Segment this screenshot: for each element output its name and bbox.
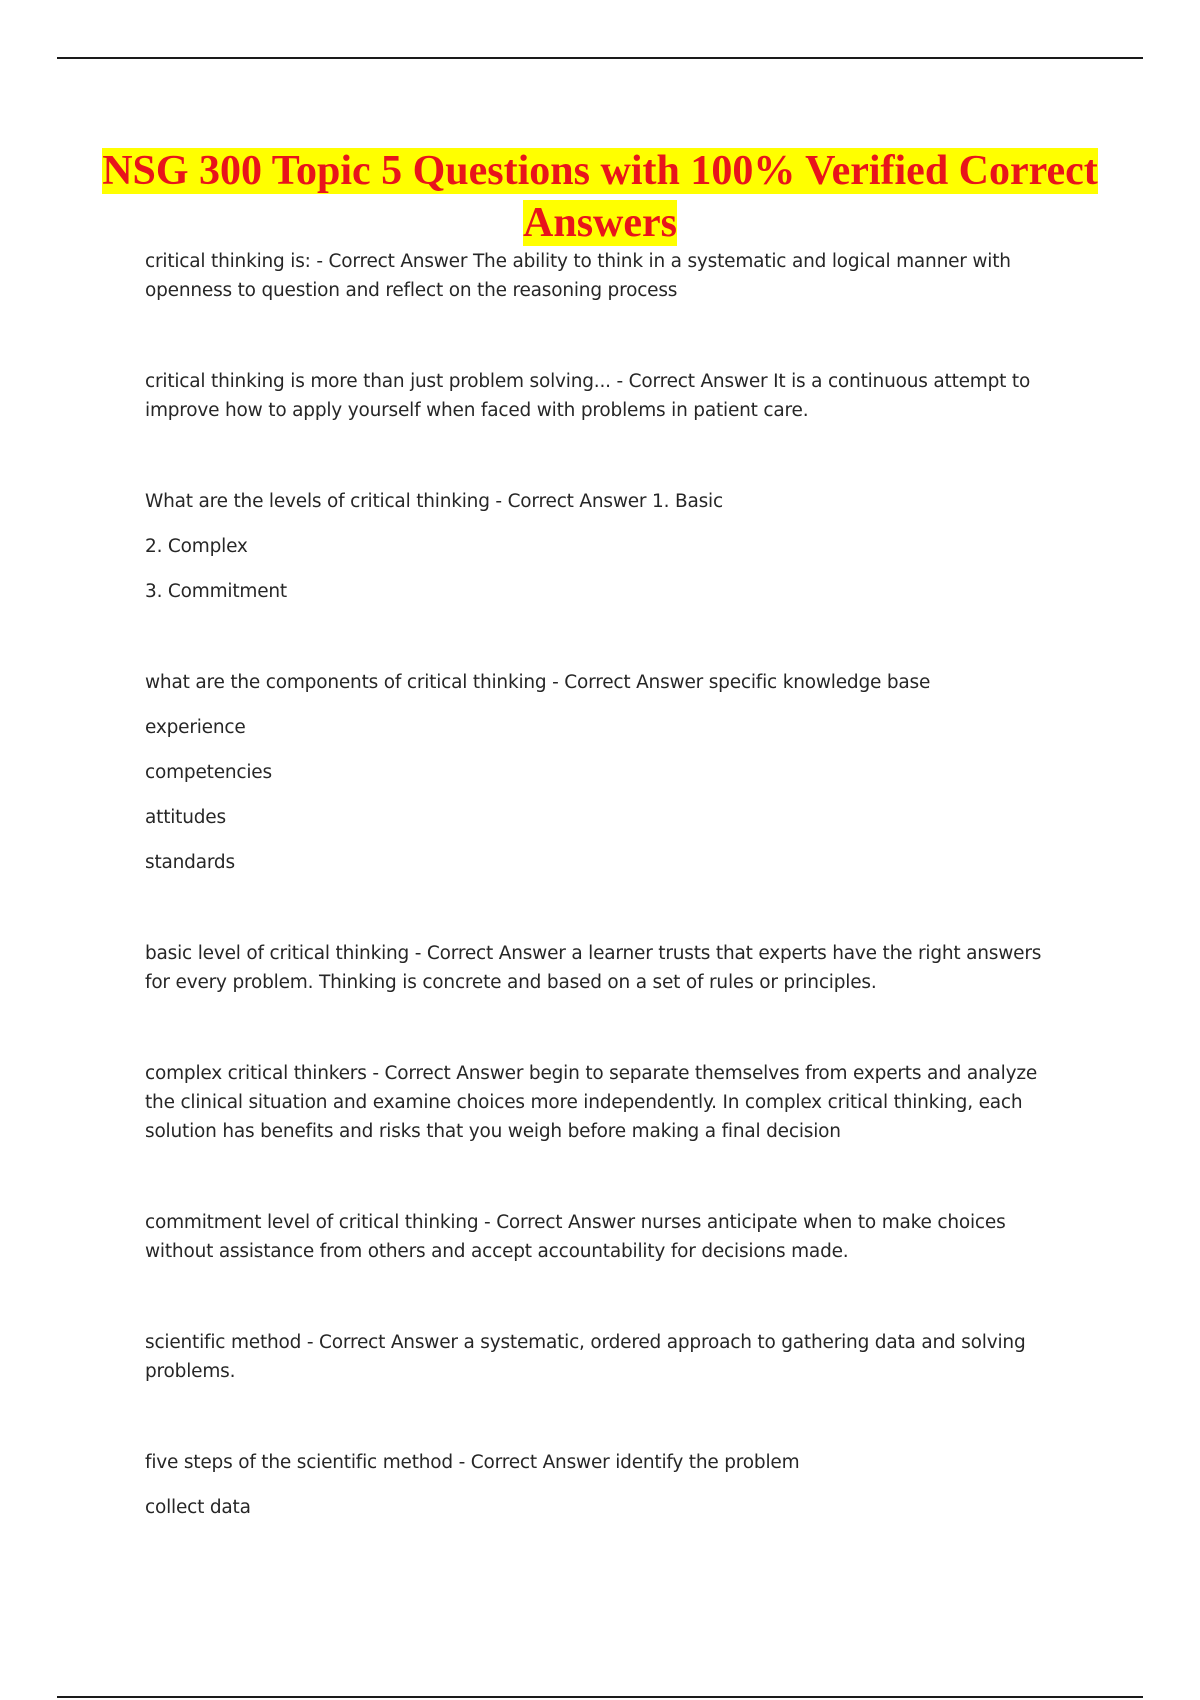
document-title: NSG 300 Topic 5 Questions with 100% Verified Correct Answers — [102, 148, 1098, 246]
qa-entry — [145, 939, 1065, 997]
qa-text: basic level of critical thinking - Correct Answer a learner trusts that experts have the right answers for every problem. Thinking is concrete and based on a set of rules or principles. — [145, 943, 1042, 993]
qa-text: scientific method - Correct Answer a systematic, ordered approach to gathering data and solving problems. — [145, 1332, 1026, 1382]
qa-text: What are the levels of critical thinking - Correct Answer 1. Basic — [145, 491, 723, 512]
qa-list-item: attitudes — [145, 807, 226, 828]
qa-list-item: standards — [145, 852, 235, 873]
qa-text: what are the components of critical thinking - Correct Answer specific knowledge base — [145, 672, 931, 693]
qa-entry — [145, 1208, 1065, 1266]
document-body — [145, 247, 1065, 1584]
footer-rule — [57, 1696, 1143, 1698]
header-rule — [57, 57, 1143, 59]
title-block — [57, 145, 1143, 249]
qa-entry — [145, 367, 1065, 425]
qa-entry — [145, 487, 1065, 606]
qa-list-item: 2. Complex — [145, 536, 248, 557]
qa-text: critical thinking is more than just problem solving... - Correct Answer It is a continuous attempt to improve how to apply yourself when faced with problems in patient care. — [145, 371, 1031, 421]
qa-entry — [145, 1059, 1065, 1146]
qa-entry — [145, 668, 1065, 877]
qa-entry — [145, 247, 1065, 305]
qa-text: commitment level of critical thinking - Correct Answer nurses anticipate when to make choices without assistance from others and accept accountability for decisions made. — [145, 1212, 1006, 1262]
qa-text: critical thinking is: - Correct Answer The ability to think in a systematic and logical manner with openness to question and reflect on the reasoning process — [145, 251, 1011, 301]
qa-list-item: 3. Commitment — [145, 581, 287, 602]
qa-text: complex critical thinkers - Correct Answer begin to separate themselves from experts and analyze the clinical situation and examine choices more independently. In complex critical thinking, each solution has benefits and risks that you weigh before making a final decision — [145, 1063, 1038, 1142]
qa-entry — [145, 1448, 1065, 1522]
qa-list-item: competencies — [145, 762, 272, 783]
qa-list-item: experience — [145, 717, 246, 738]
qa-list-item: collect data — [145, 1497, 251, 1518]
qa-entry — [145, 1328, 1065, 1386]
qa-text: five steps of the scientific method - Correct Answer identify the problem — [145, 1452, 800, 1473]
